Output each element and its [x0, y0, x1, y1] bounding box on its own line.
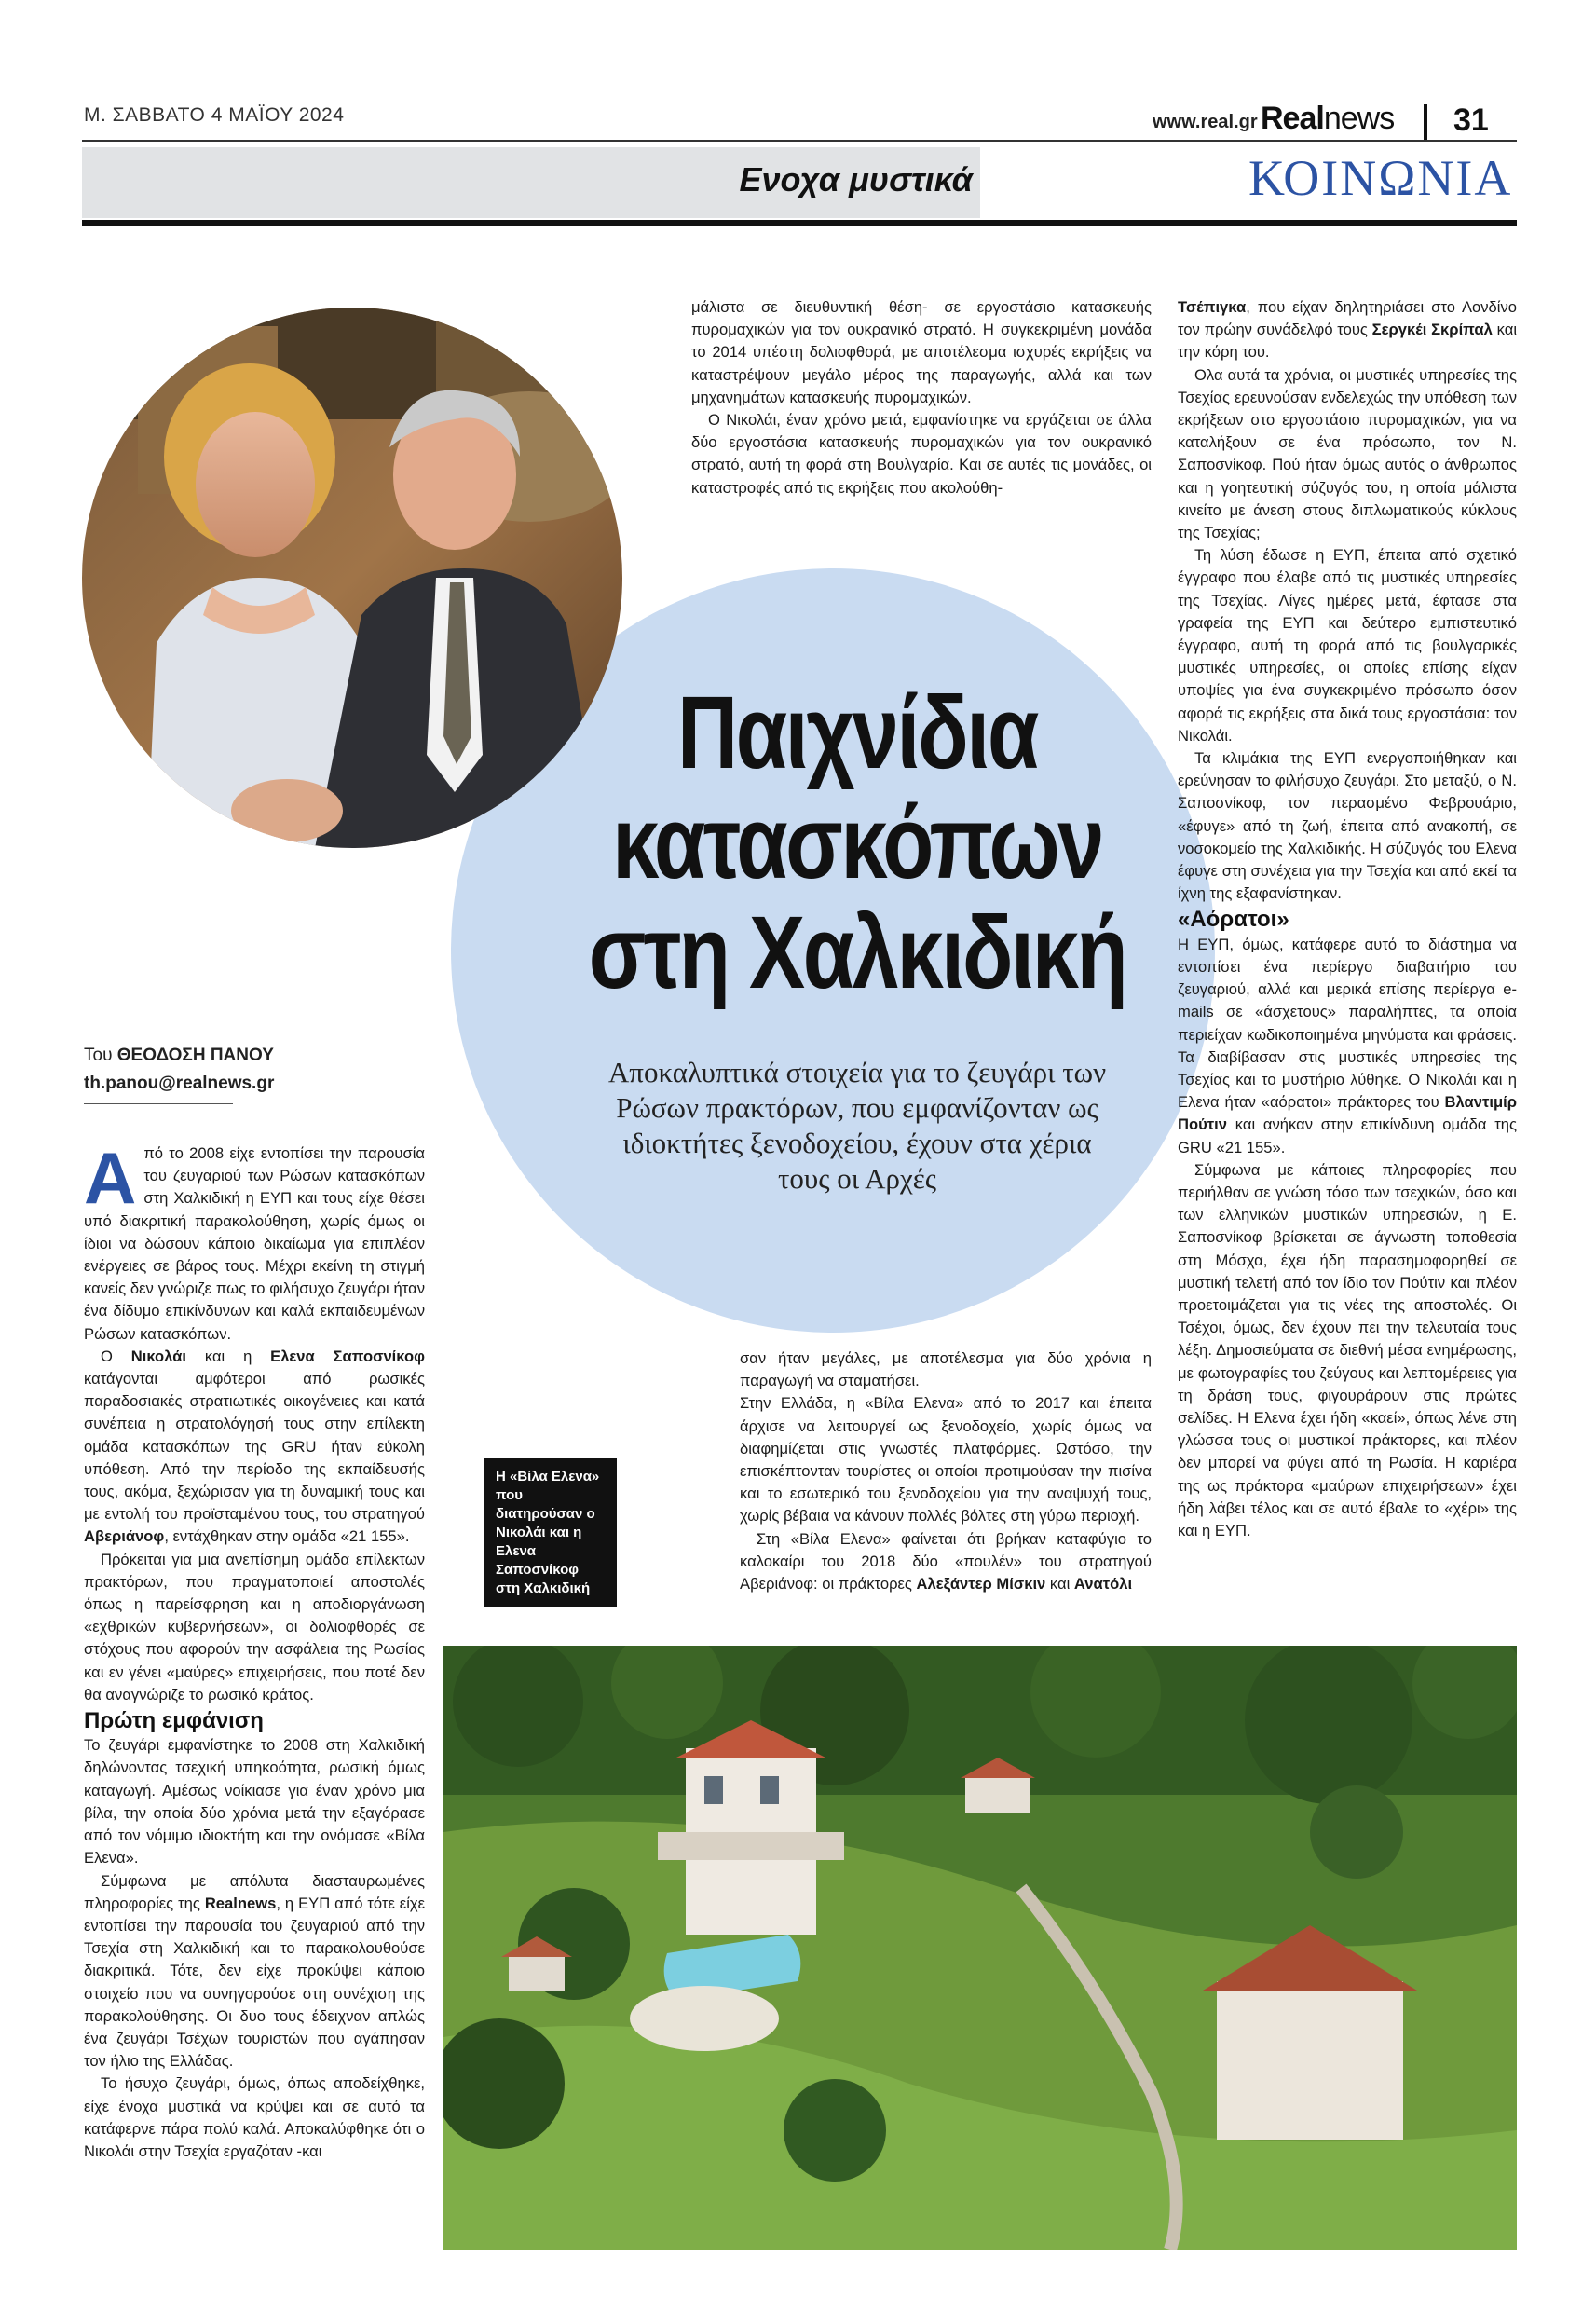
article-column-1: [84, 1137, 425, 2163]
text-run: και ανήκαν στην επικίνδυνη ομάδα της GRU «21 155».: [1178, 1115, 1517, 1156]
person-name: Τσέπιγκα: [1178, 298, 1247, 316]
subheadline: Αποκαλυπτικά στοιχεία για το ζευγάρι των Ρώσων πρακτόρων, που εμφανίζονταν ως ιδιοκτήτες ξενοδοχείου, έχουν στα χέρια τους οι Αρχές: [607, 1056, 1107, 1195]
page-number: 31: [1453, 103, 1489, 138]
paragraph: [1178, 296, 1517, 364]
subheading-invisible: «Αόρατοι»: [1178, 907, 1289, 933]
byline-rule: [84, 1103, 233, 1104]
paragraph: σαν ήταν μεγάλες, με αποτέλεσμα για δύο χρόνια η παραγωγή να σταματήσει.: [740, 1349, 1152, 1390]
person-name: Αβεριάνοφ: [84, 1527, 165, 1546]
paragraph: Το ζευγάρι εμφανίστηκε το 2008 στη Χαλκιδική δηλώνοντας τσεχική υπηκοότητα, ρωσική όμως καταγωγή. Αμέσως νοίκιασε για έναν χρόνο μια βίλα, την οποία δύο χρόνια μετά την εξαγόρασε από τον νόμιμο ιδιοκτήτη και την ονόμασε «Βίλα Ελενα».: [84, 1736, 425, 1867]
text-run: , η ΕΥΠ από τότε είχε εντοπίσει την παρουσία του ζευγαριού από την Τσεχία στη Χαλκιδική και το παρακολουθούσε διακριτικά. Τότε, δεν είχε προκύψει κάποιο στοιχείο που να συνηγορούσε στη συνέχιση της παρακολούθησης. Οι δυο τους έδειχναν απλώς ένα ζευγάρι Τσέχων τουριστών που αγάπησαν τον ήλιο της Ελλάδας.: [84, 1894, 425, 2071]
byline-author: ΘΕΟΔΟΣΗ ΠΑΝΟΥ: [116, 1046, 274, 1065]
paragraph: Σύμφωνα με κάποιες πληροφορίες που περιήλθαν σε γνώση τόσο των τσεχικών, όσο και των ελληνικών μυστικών υπηρεσιών, η Ε. Σαποσνίκοφ βρίσκεται σε άγνωστη τοποθεσία στη Μόσχα, έχει ήδη παρασημοφορηθεί σε μυστική τελετή από τον ίδιο τον Πούτιν και πλέον προετοιμάζεται για τις νέες της αποστολές. Οι Τσέχοι, όμως, δεν έχουν πει την τελευταία τους λέξη. Δημοσιεύματα σε διεθνή μέσα ενημέρωσης, με φωτογραφίες του ζεύγους και λεπτομέρειες για τη δράση τους, φιγουράρουν στις πρώτες σελίδες. Η Ελενα έχει ήδη «καεί», όπως λένε στη γλώσσα τους οι μυστικοί πράκτορες, και πλέον δεν μπορεί να φύγει από τη Ρωσία. Η καριέρα της ως πράκτορα «μαύρων επιχειρήσεων» έχει ήδη λάβει τέλος και σε αυτό έβαλε το «χέρι» της και η ΕΥΠ.: [1178, 1160, 1517, 1539]
site-logo: [1261, 101, 1394, 137]
text-run: και την κόρη του.: [1178, 321, 1517, 362]
person-name: Σεργκέι Σκρίπαλ: [1371, 321, 1493, 339]
article-column-2-top: [691, 296, 1152, 499]
headline-line-3: στη Χαλκιδική: [588, 896, 1126, 1010]
site-url[interactable]: www.real.gr: [1153, 112, 1258, 132]
paragraph: [740, 1528, 1152, 1596]
issue-date: Μ. ΣΑΒΒΑΤΟ 4 ΜΑΪΟΥ 2024: [84, 104, 345, 126]
drop-cap: Α: [84, 1137, 137, 1219]
photo-caption: Η «Βίλα Ελενα» που διατηρούσαν ο Νικολάι και η Ελενα Σαποσνίκοφ στη Χαλκιδική: [484, 1458, 617, 1607]
header-rule: [82, 140, 1517, 142]
paragraph: Τη λύση έδωσε η ΕΥΠ, έπειτα από σχετικό έγγραφο που έλαβε από τις μυστικές υπηρεσίες της Τσεχίας. Λίγες ημέρες μετά, έφτασε στα γραφεία της ΕΥΠ και δεύτερο εμπιστευτικό έγγραφο, αυτή τη φορά από τις βουλγαρικές μυστικές υπηρεσίες, οι οποίες επίσης είχαν υποψίες για ένα συγκεκριμένο πρόσωπο όσον αφορά τις εκρήξεις στα δικά τους εργοστάσια: τον Νικολάι.: [1178, 546, 1517, 745]
paragraph: [1178, 934, 1517, 1159]
text-run: Σύμφωνα με απόλυτα διασταυρωμένες πληροφορίες της: [84, 1871, 425, 1912]
text-run: κατάγονται αμφότεροι από ρωσικές παραδοσιακές στρατιωτικές οικογένειες και κατά συνέπεια η στρατολόγησή τους στην επίλεκτη ομάδα κατασκόπων της GRU ήταν εύκολη υπόθεση. Από την περίοδο της εκπαίδευσής τους, ακόμα, ξεχώρισαν για τη δυναμική τους και με εντολή του προϊσταμένου τους, του στρατηγού: [84, 1370, 425, 1524]
article-column-2-bottom: [740, 1348, 1152, 1595]
text-run: Η ΕΥΠ, όμως, κατάφερε αυτό το διάστημα να εντοπίσει ένα περίεργο διαβατήριο του ζευγαριού, αλλά και μερικά επίσης περίεργα e-mails σε «άσχετους» παραλήπτες, τα οποία περιείχαν κωδικοποιημένα μηνύματα και φράσεις. Τα διαβίβασαν στις μυστικές υπηρεσίες της Τσεχίας και το μυστήριο λύθηκε. Ο Νικολάι και η Ελενα ήταν «αόρατοι» πράκτορες του: [1178, 935, 1517, 1112]
section-underbar: [82, 220, 1517, 226]
paragraph: [84, 1137, 425, 1346]
byline-prefix: Του: [84, 1046, 113, 1065]
person-name: Ανατόλι: [1073, 1575, 1133, 1594]
paragraph: Ο Νικολάι, έναν χρόνο μετά, εμφανίστηκε να εργάζεται σε άλλα δύο εργοστάσια κατασκευής πυρομαχικών για τον ουκρανικό στρατό, αυτή τη φορά στη Βουλγαρία. Και σε αυτές τις μονάδες, οι καταστροφές από τις εκρήξεις που ακολούθη-: [691, 411, 1152, 497]
paragraph-text: πό το 2008 είχε εντοπίσει την παρουσία του ζευγαριού των Ρώσων κατασκόπων στη Χαλκιδική η ΕΥΠ και τους είχε θέσει υπό διακριτική παρακολούθηση, χωρίς όμως οι ίδιοι να δώσουν κάποιο δικαίωμα για επιπλέον ενέργειες σε βάρος τους. Μέχρι εκείνη τη στιγμή κανείς δεν γνώριζε πως το φιλήσυχο ζευγάρι ήταν ένα δίδυμο επικίνδυνων και καλά εκπαιδευμένων Ρώσων κατασκόπων.: [84, 1144, 425, 1343]
couple-photo-illustration: [82, 308, 622, 848]
paragraph: Το ήσυχο ζευγάρι, όμως, όπως αποδείχθηκε, είχε ένοχα μυστικά να κρύψει και σε αυτό τα κατάφερνε πάρα πολύ καλά. Αποκαλύφθηκε ότι ο Νικολάι στην Τσεχία εργαζόταν -και: [84, 2074, 425, 2160]
subheading-first-appearance: Πρώτη εμφάνιση: [84, 1708, 264, 1734]
paragraph: Στην Ελλάδα, η «Βίλα Ελενα» από το 2017 και έπειτα άρχισε να λειτουργεί ως ξενοδοχείο, χωρίς όμως να διαφημίζεται στις γνωστές πλατφόρμες. Ωστόσο, την επισκέπτονταν τουρίστες οι οποίοι προτιμούσαν την πισίνα και το εσωτερικό του ξενοδοχείου για την αναψυχή τους, χωρίς βέβαια να κάνουν πολλές βόλτες στη γύρω περιοχή.: [740, 1394, 1152, 1525]
text-run: και: [1045, 1575, 1074, 1594]
villa-aerial-photo: [443, 1646, 1517, 2250]
text-run: και η: [186, 1347, 271, 1365]
author-email[interactable]: th.panou@realnews.gr: [84, 1074, 275, 1093]
paragraph: Τα κλιμάκια της ΕΥΠ ενεργοποιήθηκαν και ερεύνησαν το φιλήσυχο ζευγάρι. Στο μεταξύ, ο Ν. Σαποσνίκοφ, τον περασμένο Φεβρουάριο, «έφυγε» από τη ζωή, έπειτα από ανακοπή, σε νοσοκομείο της Χαλκιδικής. Η σύζυγός του Ελενα έφυγε στη συνέχεια για την Τσεχία και από εκεί τα ίχνη της εξαφανίστηκαν.: [1178, 749, 1517, 903]
section-name: ΚΟΙΝΩΝΙΑ: [1248, 150, 1513, 206]
text-run: Στη «Βίλα Ελενα» φαίνεται ότι βρήκαν καταφύγιο το καλοκαίρι του 2018 δύο «πουλέν» του στρατηγού Αβεριάνοφ: οι πράκτορες: [740, 1529, 1152, 1594]
byline: [84, 1046, 274, 1066]
site-logo-rest: news: [1323, 101, 1395, 136]
publication-name: Realnews: [204, 1894, 277, 1912]
site-logo-bold: Real: [1261, 101, 1324, 136]
text-run: , εντάχθηκαν στην ομάδα «21 155».: [164, 1527, 410, 1546]
person-name: Αλεξάντερ Μίσκιν: [916, 1575, 1046, 1594]
headline-line-2: κατασκόπων: [612, 786, 1102, 900]
paragraph: Ολα αυτά τα χρόνια, οι μυστικές υπηρεσίες της Τσεχίας ερευνούσαν ενδελεχώς την υπόθεση των εκρήξεων στο εργοστάσιο πυρομαχικών, για να καταλήξουν σε ένα πρόσωπο, τον Ν. Σαποσνίκοφ. Πού ήταν όμως αυτός ο άνθρωπος και η γοητευτική σύζυγός του, η οποία μάλιστα κινείτο με άνεση στους διπλωματικούς κύκλους της Τσεχίας;: [1178, 365, 1517, 542]
header-divider: [1424, 104, 1427, 142]
paragraph: [84, 1346, 425, 1549]
paragraph: [84, 1870, 425, 2073]
text-run: Ο: [101, 1347, 131, 1365]
person-name: Βλαντιμίρ Πούτιν: [1178, 1093, 1517, 1134]
couple-photo: [82, 308, 622, 848]
headline-line-1: Παιχνίδια: [677, 676, 1037, 790]
person-name: Ελενα Σαποσνίκοφ: [270, 1347, 425, 1365]
section-label: Ενοχα μυστικά: [739, 160, 973, 198]
text-run: , που είχαν δηλητηριάσει στο Λονδίνο τον πρώην συνάδελφό τους: [1178, 298, 1517, 339]
person-name: Νικολάι: [130, 1347, 187, 1365]
article-column-3: [1178, 296, 1517, 1542]
villa-aerial-illustration: [443, 1646, 1517, 2250]
headline: [552, 678, 1163, 1008]
paragraph: μάλιστα σε διευθυντική θέση- σε εργοστάσιο κατασκευής πυρομαχικών για τον ουκρανικό στρατό. Η συγκεκριμένη μονάδα το 2014 υπέστη δολιοφθορά, με αποτέλεσμα ισχυρές εκρήξεις να καταστρέψουν μεγάλο μέρος της παραγωγής, αλλά και των μηχανημάτων κατασκευής πυρομαχικών.: [691, 298, 1152, 406]
paragraph: Πρόκειται για μια ανεπίσημη ομάδα επίλεκτων πρακτόρων, που πραγματοποιεί αποστολές όπως η παρείσφρηση και η αποδιοργάνωση «εχθρικών κυβερνήσεων», οι δολιοφθορές σε στόχους που αφορούν την ασφάλεια της Ρωσίας και εν γένει «μαύρες» επιχειρήσεις, που ποτέ δεν θα αναγνώριζε το ρωσικό κράτος.: [84, 1550, 425, 1703]
